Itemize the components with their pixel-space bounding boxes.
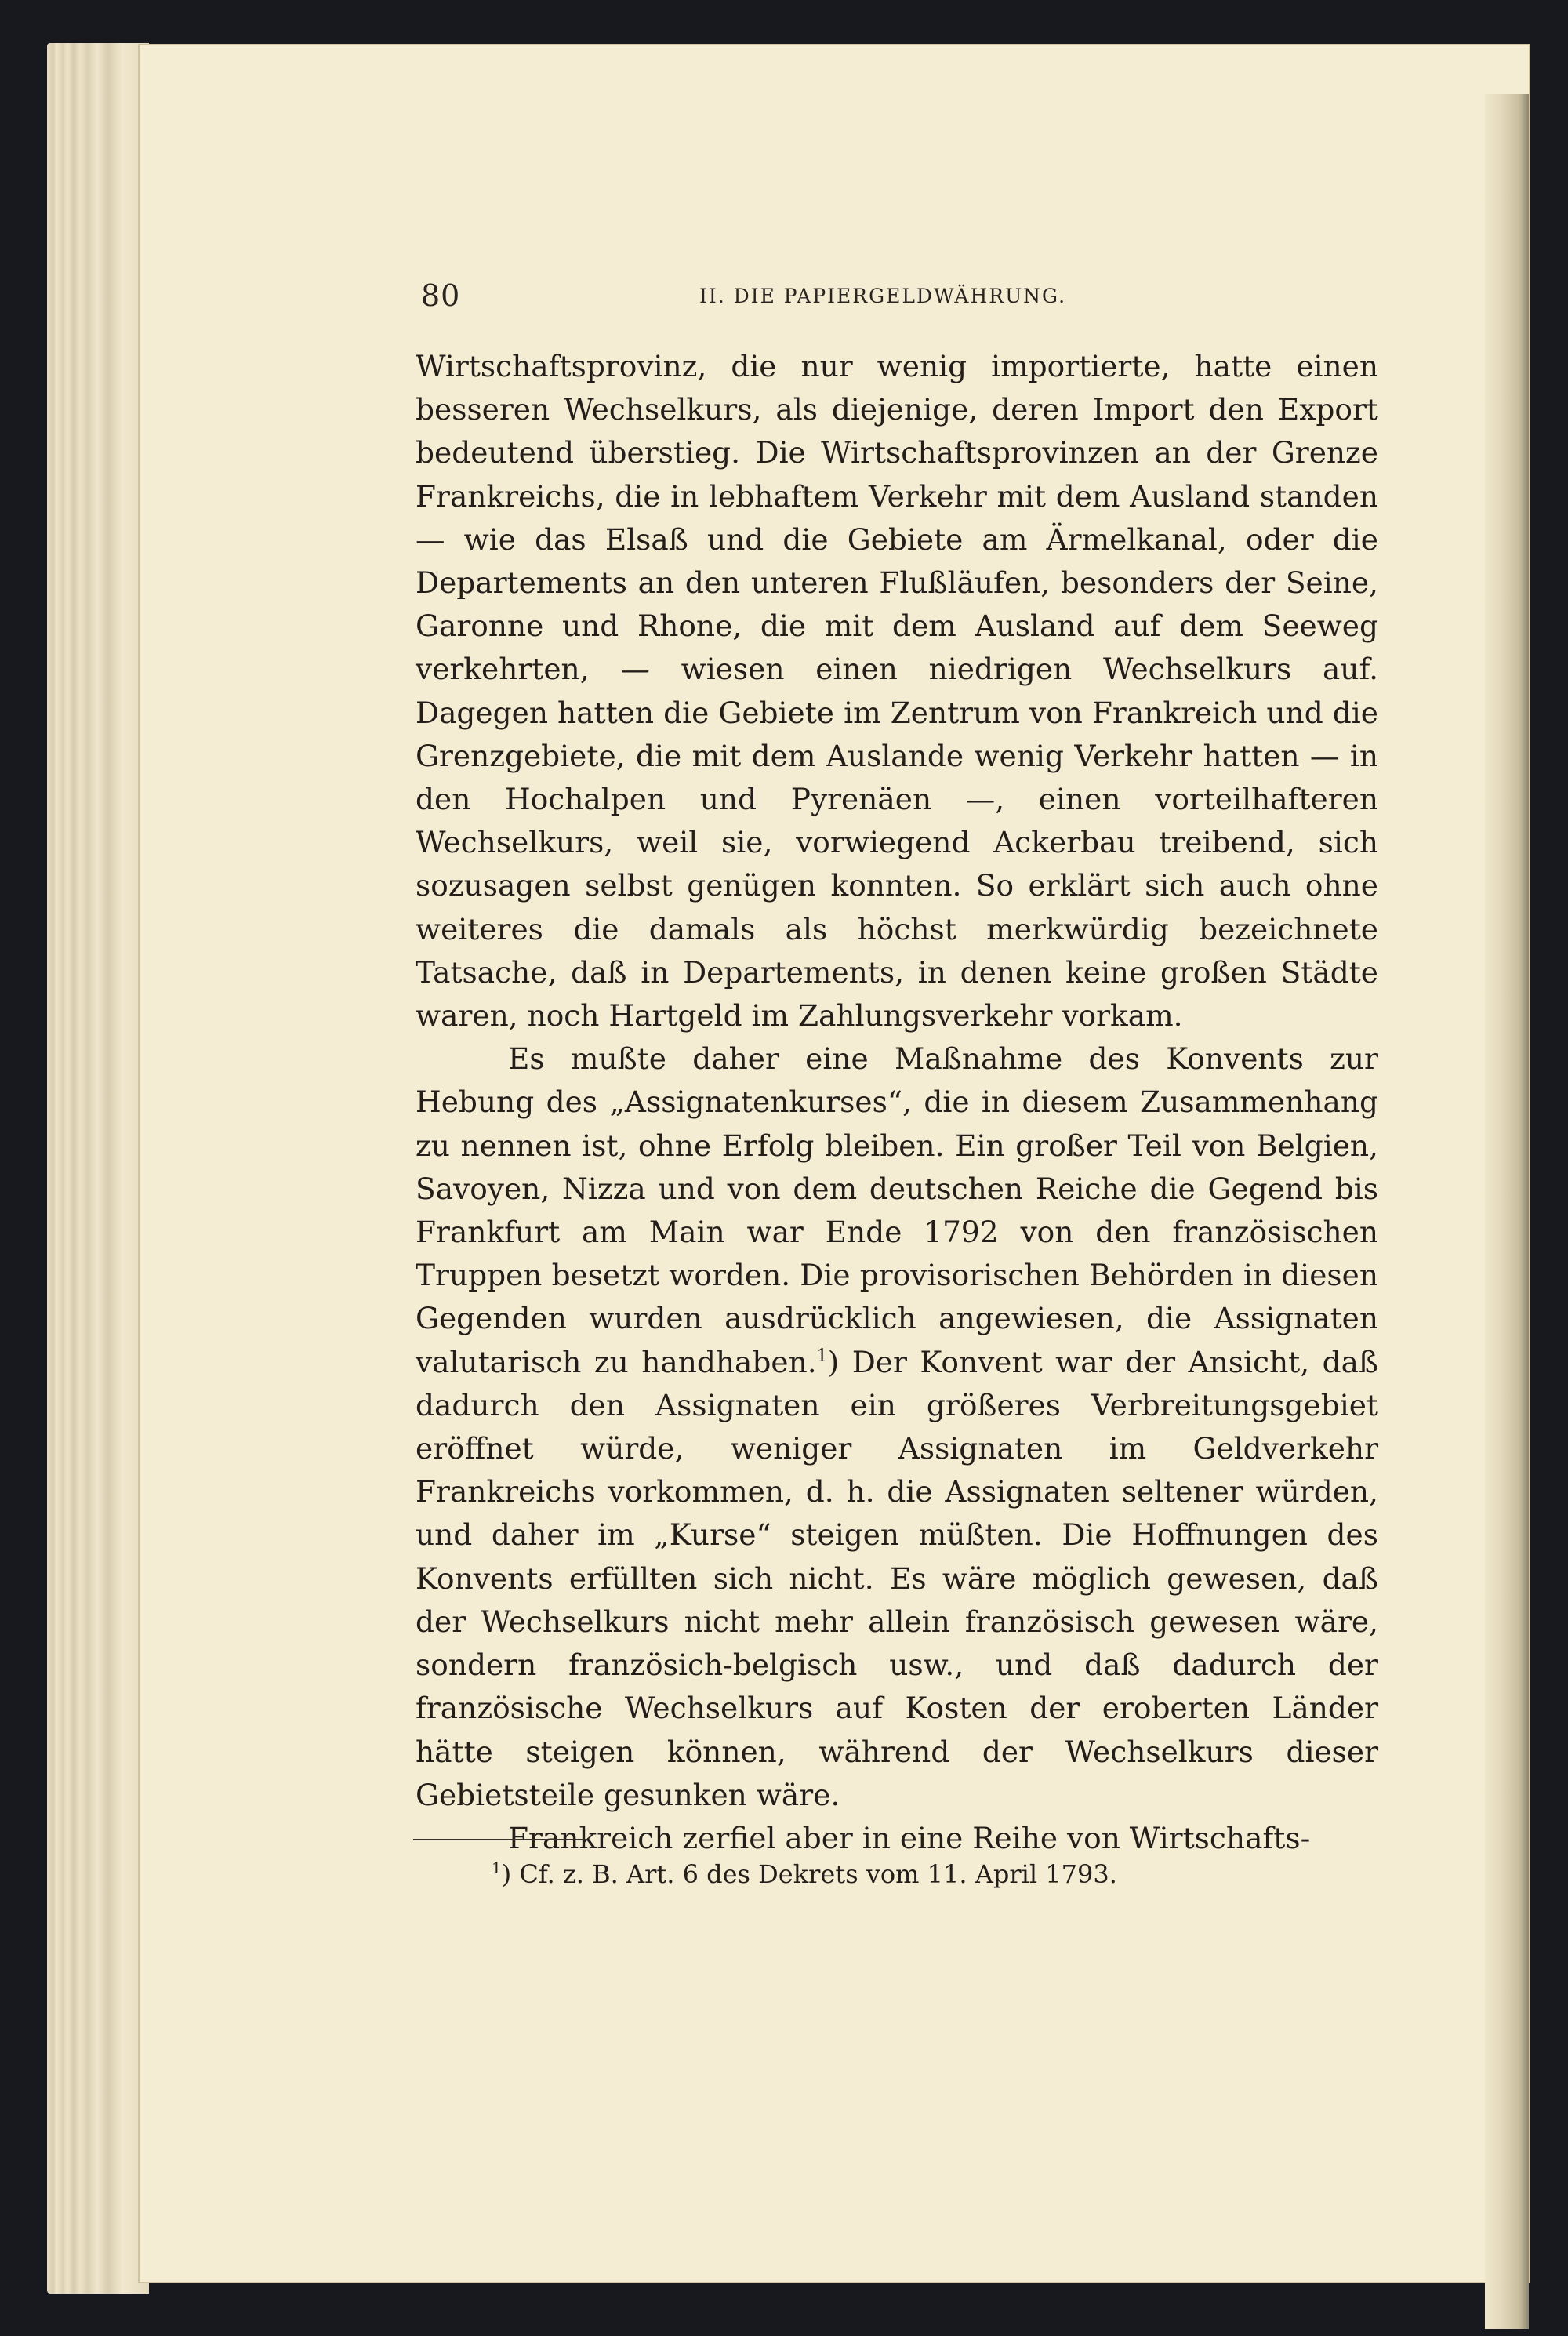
paragraph-2 xyxy=(416,1037,1378,1817)
body-text xyxy=(416,345,1378,1860)
chapter-title: II. DIE PAPIERGELDWÄHRUNG. xyxy=(699,285,1067,307)
page-number: 80 xyxy=(421,278,461,313)
footnote-reference: 1 xyxy=(816,1346,828,1366)
paragraph-3: Frankreich zerfiel aber in eine Reihe von Wirtschafts- xyxy=(508,1820,1311,1855)
running-head xyxy=(421,278,1377,318)
paragraph-2-part-2: ) Der Konvent war der Ansicht, daß dadurch den Assignaten ein größeres Verbreitungsgebiet eröffnet würde, weniger Assignaten im Geldverkehr Frankreichs vorkommen, d. h. die Assignaten seltener würden, und daher im „Kurse“ steigen müßten. Die Hoffnungen des Konvents erfüllten sich nicht. Es wäre möglich gewesen, daß der Wechselkurs nicht mehr allein französisch gewesen wäre, sondern französich-belgisch usw., und daß dadurch der französische Wechselkurs auf Kosten der eroberten Länder hätte steigen können, während der Wechselkurs dieser Gebietsteile gesunken wäre. xyxy=(416,1344,1379,1812)
footnote-text: ) Cf. z. B. Art. 6 des Dekrets vom 11. April 1793. xyxy=(501,1859,1117,1889)
page-gutter xyxy=(1485,94,1529,2329)
footnote-rule xyxy=(413,1839,586,1840)
footnote xyxy=(492,1858,1354,1890)
footnote-marker: 1 xyxy=(492,1858,502,1877)
paragraph-2-part-1: Es mußte daher eine Maßnahme des Konvents zur Hebung des „Assignatenkurses“, die in diesem Zusammenhang zu nennen ist, ohne Erfolg bleiben. Ein großer Teil von Belgien, Savoyen, Nizza und von dem deutschen Reiche die Gegend bis Frankfurt am Main war Ende 1792 von den französischen Truppen besetzt worden. Die provisorischen Behörden in diesen Gegenden wurden ausdrücklich angewiesen, die Assignaten valutarisch zu handhaben. xyxy=(416,1041,1378,1379)
page-stack-edges xyxy=(47,43,149,2294)
paragraph-1: Wirtschaftsprovinz, die nur wenig importierte, hatte einen besseren Wechselkurs, als diejenige, deren Import den Export bedeutend überstieg. Die Wirtschaftsprovinzen an der Grenze Frankreichs, die in lebhaftem Verkehr mit dem Ausland standen — wie das Elsaß und die Gebiete am Ärmelkanal, oder die Departements an den unteren Flußläufen, besonders der Seine, Garonne und Rhone, die mit dem Ausland auf dem Seeweg verkehrten, — wiesen einen niedrigen Wechselkurs auf. Dagegen hatten die Gebiete im Zentrum von Frankreich und die Grenzgebiete, die mit dem Auslande wenig Verkehr hatten — in den Hochalpen und Pyrenäen —, einen vorteilhafteren Wechselkurs, weil sie, vorwiegend Ackerbau treibend, sich sozusagen selbst genügen konnten. So erklärt sich auch ohne weiteres die damals als höchst merkwürdig bezeichnete Tatsache, daß in Departements, in denen keine großen Städte waren, noch Hartgeld im Zahlungsverkehr vorkam. xyxy=(416,349,1378,1034)
